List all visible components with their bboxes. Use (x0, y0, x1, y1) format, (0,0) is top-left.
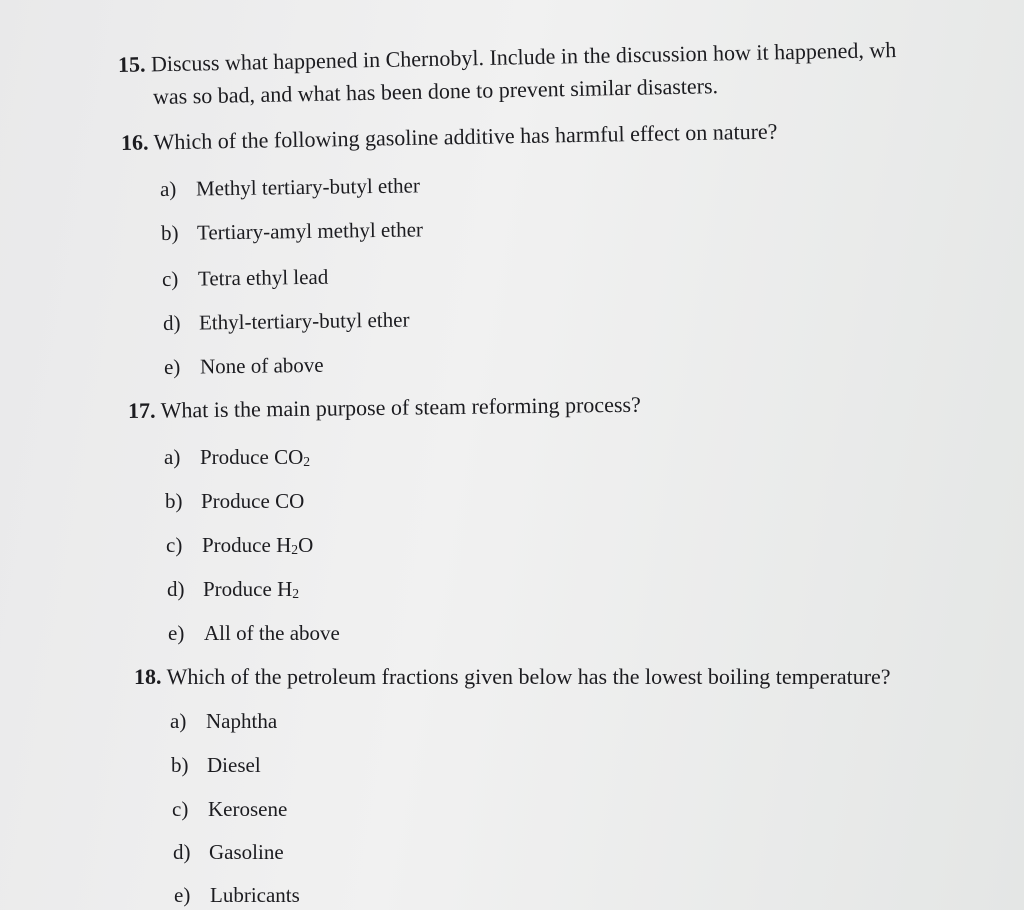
question-number: 18. (134, 664, 162, 689)
option-label: d) (173, 840, 191, 864)
option-text: None of above (199, 352, 324, 379)
option-text: All of the above (204, 621, 340, 645)
subscript: 2 (291, 542, 299, 558)
option-16c (162, 264, 329, 292)
question-number: 17. (127, 397, 156, 423)
option-16a (160, 172, 420, 202)
subscript: 2 (292, 586, 300, 602)
option-label: c) (172, 797, 189, 821)
option-text: Naphtha (206, 709, 278, 733)
option-text: Kerosene (208, 797, 288, 821)
option-text-after: O (298, 533, 314, 557)
option-18c (172, 796, 287, 822)
question-15-continuation (153, 73, 719, 110)
option-text: Tertiary-amyl methyl ether (196, 217, 424, 245)
option-16b (161, 216, 423, 246)
option-17a (164, 444, 310, 475)
option-16e (164, 352, 324, 380)
option-text: Diesel (207, 753, 261, 777)
option-label: d) (162, 310, 181, 335)
option-label: b) (171, 753, 189, 777)
option-17e (168, 620, 340, 646)
option-text: Produce CO (200, 445, 304, 469)
option-label: c) (161, 266, 179, 291)
option-17d (167, 576, 299, 607)
option-18b (171, 752, 261, 778)
option-label: a) (170, 709, 187, 733)
question-text: Discuss what happened in Chernobyl. Include in the discussion how it happened, wh (150, 37, 897, 77)
option-17b (165, 488, 304, 514)
option-text: Methyl tertiary-butyl ether (195, 173, 421, 201)
option-label: b) (160, 220, 179, 245)
option-text: Lubricants (210, 883, 300, 907)
option-17c (166, 532, 313, 563)
option-label: a) (159, 176, 177, 201)
option-text: Produce H (202, 533, 292, 557)
option-label: c) (166, 533, 183, 557)
option-text: Ethyl-tertiary-butyl ether (198, 307, 410, 335)
option-18d (173, 839, 284, 865)
question-text: Which of the following gasoline additive has harmful effect on nature? (153, 118, 778, 155)
question-text: Which of the petroleum fractions given below has the lowest boiling temperature? (166, 664, 891, 689)
option-16d (163, 307, 410, 336)
option-text: Produce CO (201, 489, 305, 513)
option-text: Produce H (203, 577, 293, 601)
question-text: was so bad, and what has been done to prevent similar disasters. (152, 73, 719, 109)
question-16 (121, 119, 778, 156)
option-label: e) (168, 621, 185, 645)
option-text: Tetra ethyl lead (197, 264, 329, 291)
option-label: e) (163, 354, 181, 379)
option-label: d) (167, 577, 185, 601)
subscript: 2 (303, 454, 311, 470)
option-18e (174, 882, 300, 908)
option-text: Gasoline (209, 840, 284, 864)
question-18 (134, 664, 891, 690)
question-number: 15. (117, 51, 146, 77)
option-18a (170, 708, 277, 734)
question-17 (128, 392, 641, 424)
question-15 (118, 37, 897, 78)
option-label: a) (164, 445, 181, 469)
option-label: b) (165, 489, 183, 513)
question-number: 16. (120, 129, 149, 155)
option-label: e) (174, 883, 191, 907)
question-text: What is the main purpose of steam reforming process? (160, 391, 641, 423)
